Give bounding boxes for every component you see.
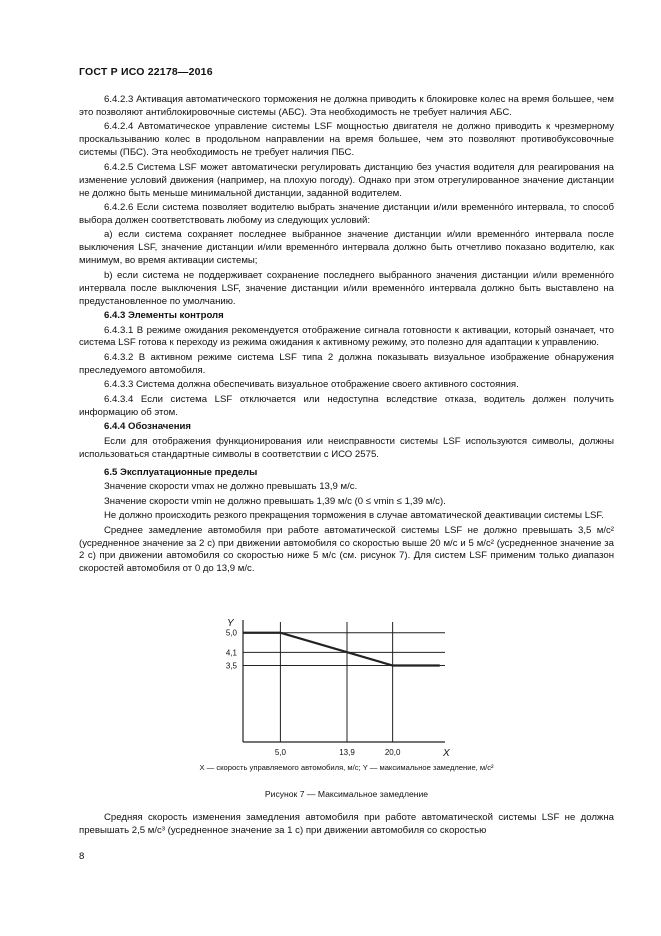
paragraph: 6.4.2.5 Система LSF может автоматически регулировать дистанцию без участия водителя для реагирования на изменение условий движения (например, на плохую погоду). Однако при этом отрегулированное значение дистанции не должно быть меньше минимальной дистанции, заданной водителем. bbox=[79, 161, 614, 199]
body-text bbox=[79, 94, 614, 578]
body-text-continued bbox=[79, 812, 614, 839]
section-heading: 6.5 Эксплуатационные пределы bbox=[104, 466, 258, 478]
paragraph: 6.4.3.2 В активном режиме система LSF типа 2 должна показывать визуальное изображение обнаружения преследуемого автомобиля. bbox=[79, 351, 614, 376]
paragraph: Если для отображения функционирования или неисправности системы LSF используются символы, должны использоваться стандартные символы в соответствии с ИСО 2575. bbox=[79, 435, 614, 460]
chart-svg bbox=[165, 614, 465, 764]
section-heading: 6.4.3 Элементы контроля bbox=[104, 310, 224, 322]
paragraph: Значение скорости vmin не должно превышать 1,39 м/с (0 ≤ vmin ≤ 1,39 м/с). bbox=[104, 495, 446, 507]
y-tick-label: 4,1 bbox=[225, 648, 237, 658]
figure-7-chart bbox=[165, 614, 465, 764]
paragraph: b) если система не поддерживает сохранение последнего выбранного значения дистанции и/или временно́го интервала после выключения LSF, значение дистанции и/или временно́го интервала должно быть выставлено на предустановленное по умолчанию. bbox=[79, 269, 614, 307]
paragraph: Значение скорости vmax не должно превышать 13,9 м/с. bbox=[104, 481, 358, 493]
figure-caption: Рисунок 7 — Максимальное замедление bbox=[264, 789, 429, 799]
paragraph: 6.4.2.6 Если система позволяет водителю выбрать значение дистанции и/или временно́го интервала, то способ выбора должен соответствовать любому из следующих условий: bbox=[79, 202, 614, 226]
section-heading: 6.4.4 Обозначения bbox=[104, 421, 191, 433]
paragraph: а) если система сохраняет последнее выбранное значение дистанции и/или временно́го интервала после выключения LSF, значение дистанции и/или временно́го интервала должно быть отчетливо показано водителю, как минимум, во время активации системы; bbox=[79, 229, 614, 267]
x-tick-label: 13,9 bbox=[339, 748, 355, 757]
paragraph: Средняя скорость изменения замедления автомобиля при работе автоматической системы LSF не должна превышать 2,5 м/с³ (усредненное значение за 1 с) при движении автомобиля со скоростью bbox=[79, 812, 614, 836]
x-tick-label: 5,0 bbox=[274, 748, 286, 757]
document-header: ГОСТ Р ИСО 22178—2016 bbox=[79, 66, 213, 78]
x-axis-label: X bbox=[443, 748, 450, 759]
y-tick-label: 3,5 bbox=[225, 661, 237, 671]
paragraph: Не должно происходить резкого прекращения торможения в случае автоматической деактивации системы LSF. bbox=[104, 510, 604, 522]
paragraph: 6.4.2.3 Активация автоматического торможения не должна приводить к блокировке колес на время большее, чем это позволяют антиблокировочные системы (АБС). Эта необходимость не требует наличия АБС. bbox=[79, 94, 614, 118]
paragraph: Среднее замедление автомобиля при работе автоматической системы LSF не должно превышать 3,5 м/с² (усредненное значение за 2 с) при движении автомобиля со скоростью выше 20 м/с и 5 м/с² (усредненное значение за 2 с) при движении автомобиля со скоростью ниже 5 м/с (см. рисунок 7). Для систем LSF применим только диапазон скоростей автомобиля от 0 до 13,9 м/с. bbox=[79, 524, 614, 575]
page-number: 8 bbox=[79, 851, 85, 862]
series-line bbox=[243, 633, 440, 666]
y-axis-label: Y bbox=[227, 618, 234, 629]
paragraph: 6.4.2.4 Автоматическое управление системы LSF мощностью двигателя не должно приводить к чрезмерному проскальзыванию колес в продольном направлении на время большее, чем это позволяют противобуксовочные системы (ПБС). Эта необходимость не требует наличия ПБС. bbox=[79, 121, 614, 159]
paragraph: 6.4.3.3 Система должна обеспечивать визуальное отображение своего активного состояния. bbox=[104, 379, 519, 391]
paragraph: 6.4.3.4 Если система LSF отключается или недоступна вследствие отказа, водитель должен получить информацию об этом. bbox=[79, 393, 614, 418]
y-tick-label: 5,0 bbox=[225, 628, 237, 638]
x-tick-label: 20,0 bbox=[384, 748, 401, 757]
paragraph: 6.4.3.1 В режиме ожидания рекомендуется отображение сигнала готовности к активации, который означает, что система LSF готова к переходу из режима ожидания к активному режиму, это полезно для адаптации к управлению. bbox=[79, 324, 614, 349]
figure-legend: X — скорость управляемого автомобиля, м/с; Y — максимальное замедление, м/с² bbox=[199, 763, 494, 772]
